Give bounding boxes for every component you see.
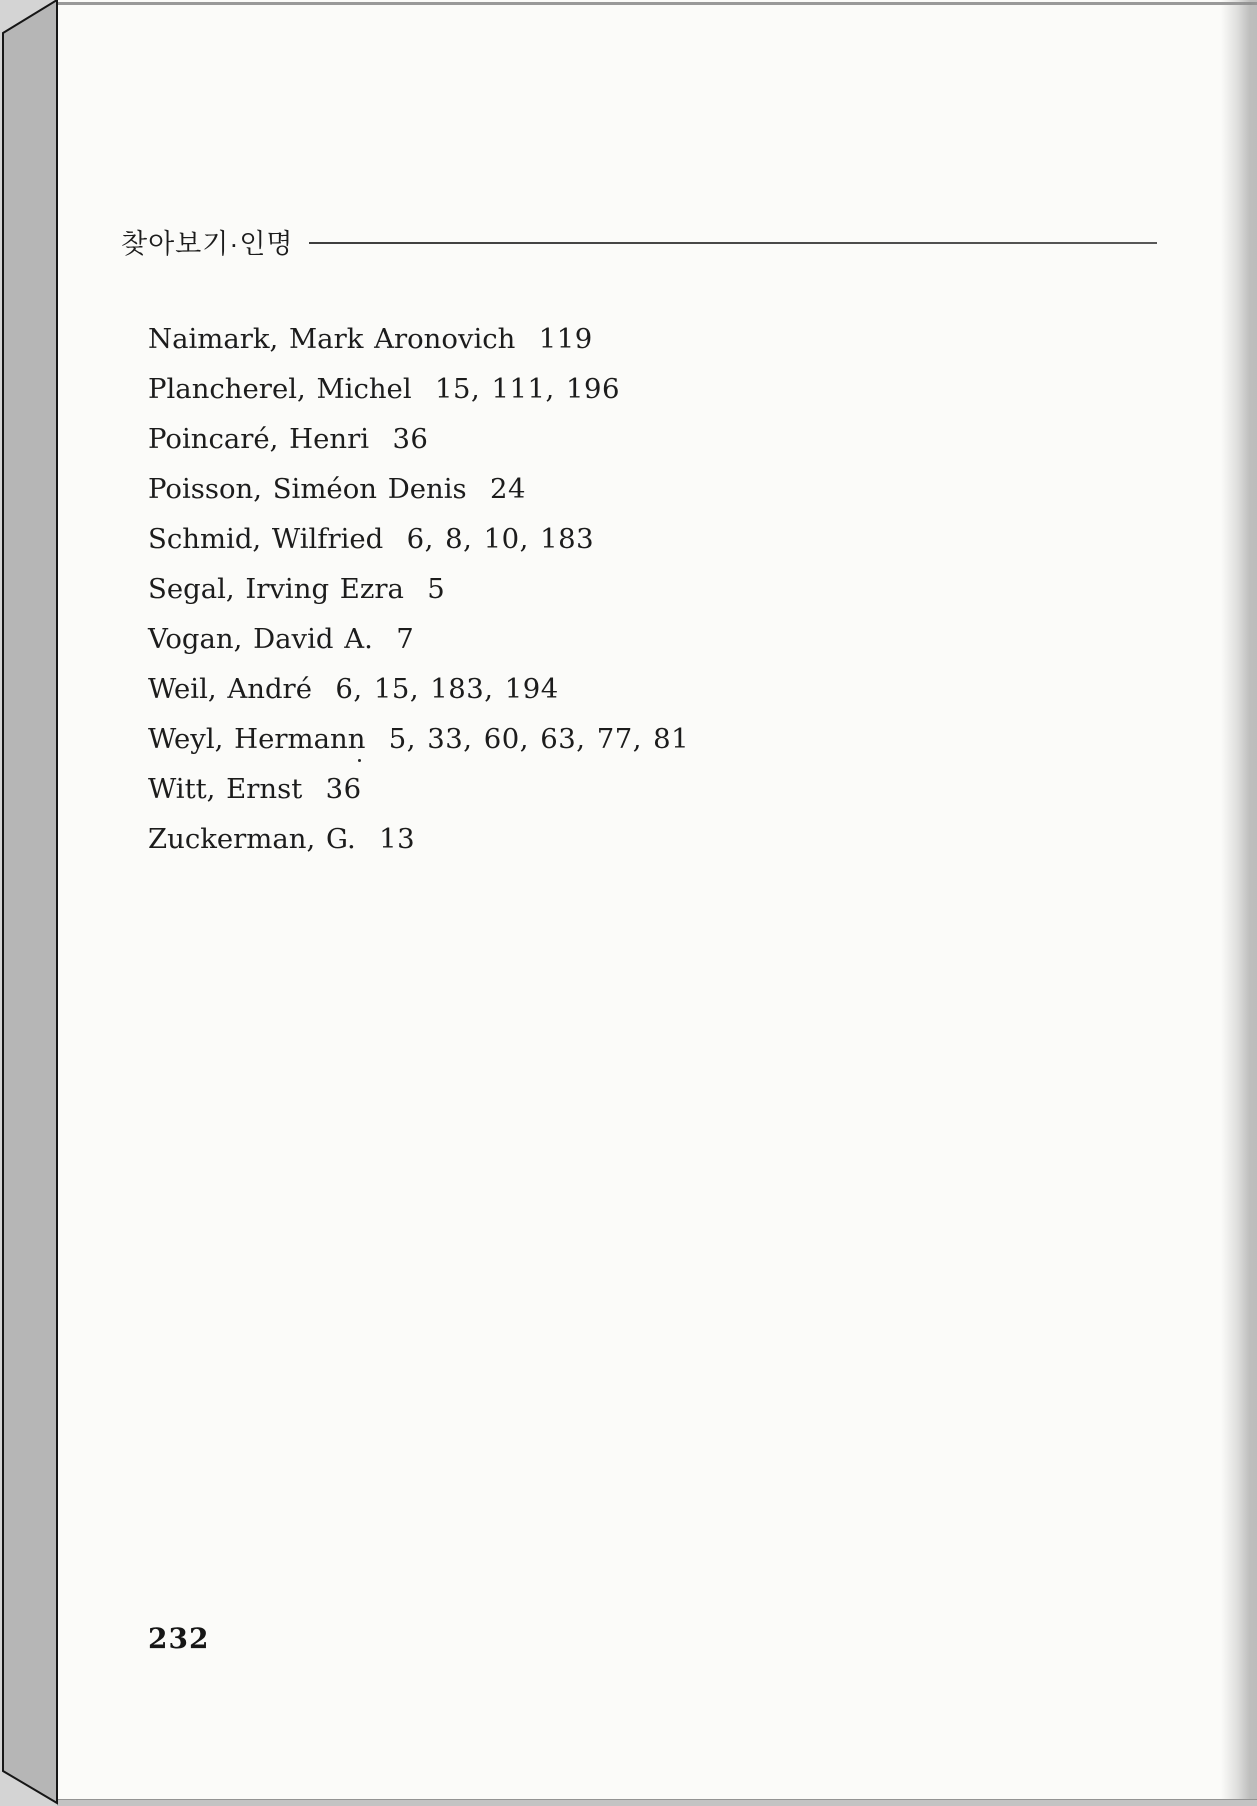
entry-name: Witt, Ernst	[148, 773, 303, 805]
entry-pages: 5, 33, 60, 63, 77, 81	[388, 723, 690, 755]
entry-name: Zuckerman, G.	[148, 823, 356, 855]
page-bottom-edge-line	[57, 1799, 1257, 1806]
entry-pages: 13	[379, 823, 416, 855]
entry-pages: 6, 8, 10, 183	[406, 523, 595, 555]
entry-name: Vogan, David A.	[148, 623, 373, 655]
entry-name: Segal, Irving Ezra	[148, 573, 404, 605]
entry-pages: 5	[427, 573, 446, 605]
entry-name: Poincaré, Henri	[148, 423, 370, 455]
entry-pages: 6, 15, 183, 194	[335, 673, 559, 705]
index-entry-list	[148, 314, 689, 864]
page-header	[121, 222, 1157, 261]
index-entry	[148, 464, 689, 514]
index-entry	[148, 814, 689, 864]
scan-speck	[358, 759, 361, 762]
page-top-edge-line	[57, 2, 1257, 5]
entry-pages: 119	[538, 323, 593, 355]
header-rule-line	[309, 242, 1157, 244]
entry-name: Poisson, Siméon Denis	[148, 473, 467, 505]
entry-pages: 7	[396, 623, 415, 655]
entry-pages: 36	[392, 423, 429, 455]
page-right-shadow	[1221, 0, 1257, 1803]
running-title: 찾아보기·인명	[121, 229, 294, 259]
index-entry	[148, 714, 689, 764]
entry-name: Weil, André	[148, 673, 312, 705]
entry-pages: 24	[490, 473, 527, 505]
folio-page-number: 232	[148, 1622, 210, 1655]
index-entry	[148, 664, 689, 714]
entry-pages: 15, 111, 196	[435, 373, 620, 405]
entry-name: Naimark, Mark Aronovich	[148, 323, 516, 355]
index-entry	[148, 414, 689, 464]
index-entry	[148, 614, 689, 664]
index-entry	[148, 514, 689, 564]
entry-name: Schmid, Wilfried	[148, 523, 384, 555]
index-entry	[148, 364, 689, 414]
entry-pages: 36	[325, 773, 362, 805]
index-entry	[148, 764, 689, 814]
entry-name: Plancherel, Michel	[148, 373, 412, 405]
index-entry	[148, 564, 689, 614]
page-surface	[57, 0, 1257, 1803]
index-entry	[148, 314, 689, 364]
fore-edge-polygon	[3, 0, 57, 1803]
entry-name: Weyl, Hermann	[148, 723, 366, 755]
